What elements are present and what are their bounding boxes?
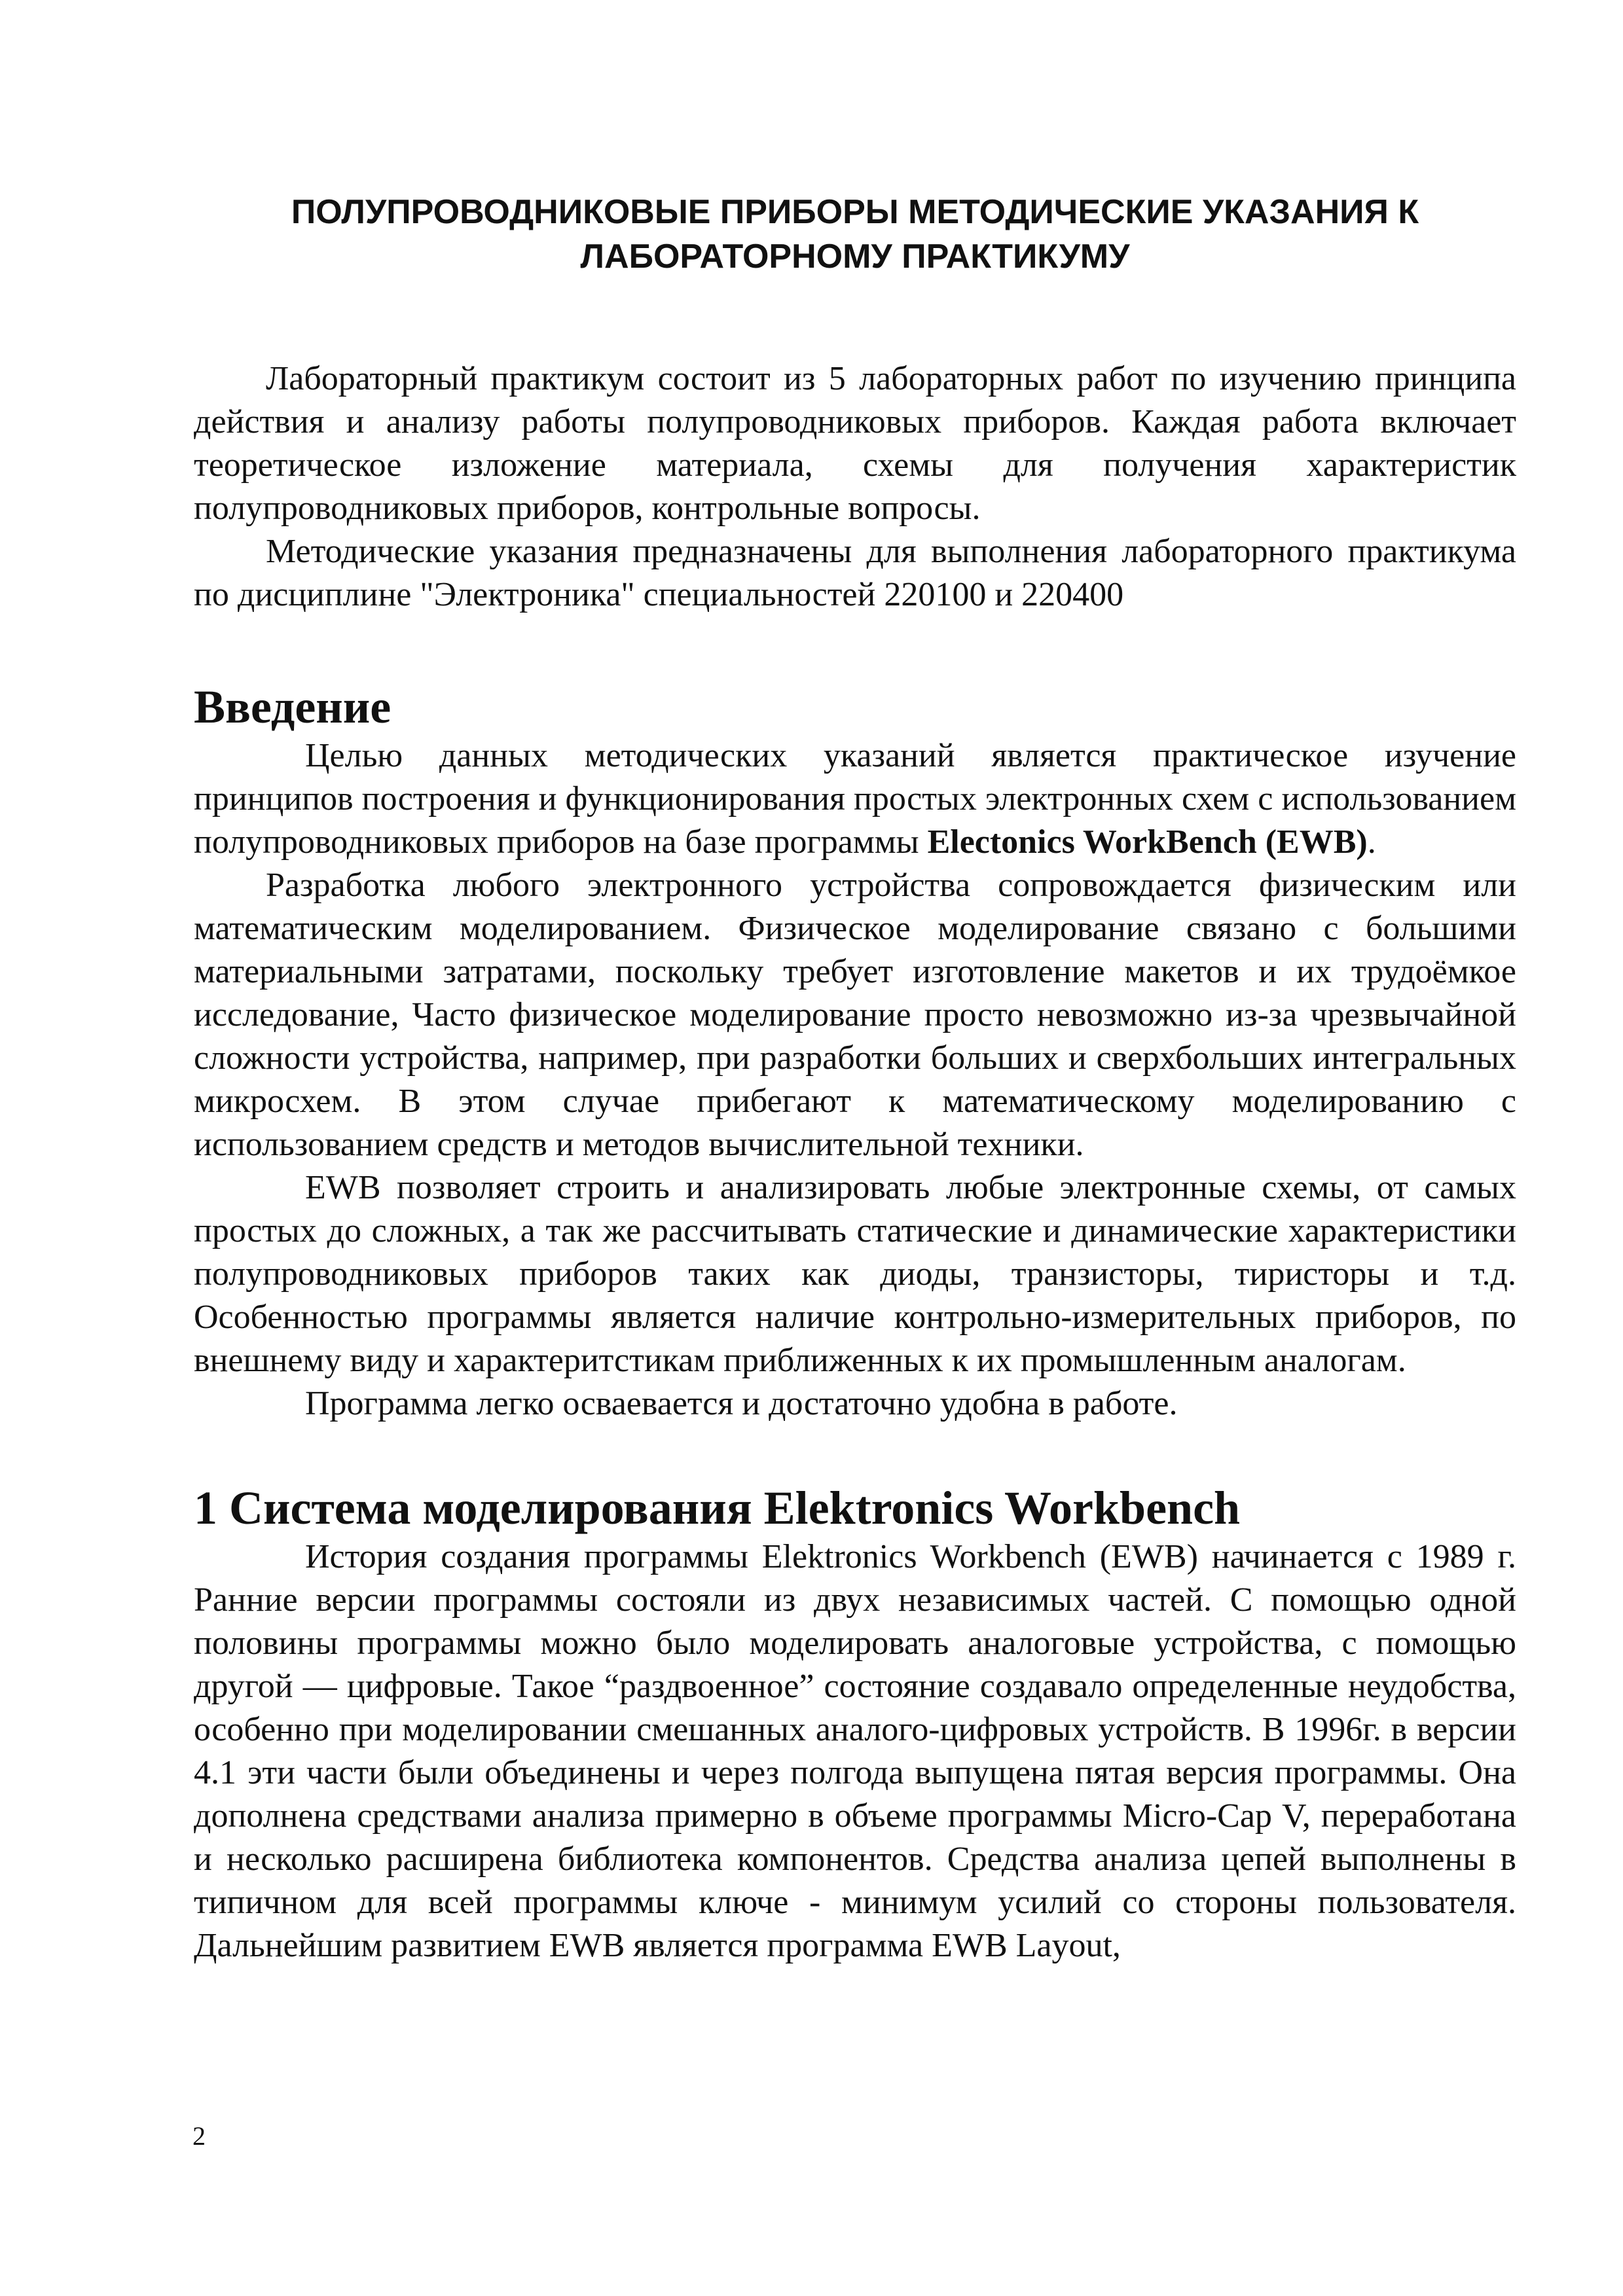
document-page [194,190,1516,1967]
intro-paragraph-4: Программа легко осваевается и достаточно удобна в работе. [305,1385,1178,1422]
section1-paragraph-1: История создания программы Elektronics Workbench (EWB) начинается с 1989 г. Ранние версии программы состояли из двух независимых частей. С помощью одной половины программы можно было моделировать аналоговые устройства, с помощью другой — цифровые. Такое “раздвоенное” состояние создавало определенные неудобства, особенно при моделировании смешанных аналого-цифровых устройств. В 1996г. в версии 4.1 эти части были объединены и через полгода выпущена пятая версия программы. Она дополнена средствами анализа примерно в объеме программы Micro-Cap V, переработана и несколько расширена библиотека компонентов. Средства анализа цепей выполнены в типичном для всей программы ключе - минимум усилий со стороны пользователя. Дальнейшим развитием EWB является программа EWB Layout, [194,1538,1516,1964]
abstract-paragraph-2: Методические указания предназначены для выполнения лабораторного практикума по дисциплине "Электроника" специальностей 220100 и 220400 [194,533,1516,613]
section1-heading: 1 Система моделирования Elektronics Workbench [194,1482,1241,1534]
document-title: ПОЛУПРОВОДНИКОВЫЕ ПРИБОРЫ МЕТОДИЧЕСКИЕ УКАЗАНИЯ К ЛАБОРАТОРНОМУ ПРАКТИКУМУ [291,193,1419,276]
program-name-bold: Electonics WorkBench (EWB) [927,823,1368,861]
intro-paragraph-1-text: Целью данных методических указаний является практическое изучение принципов построения и функционирования простых электронных схем с использованием полупроводниковых приборов на базе программы [194,737,1516,861]
intro-paragraph-1 [194,734,1516,864]
intro-paragraph-3: EWB позволяет строить и анализировать любые электронные схемы, от самых простых до сложных, а так же рассчитывать статические и динамические характеристики полупроводниковых приборов таких как диоды, транзисторы, тиристоры и т.д. Особенностью программы является наличие контрольно-измерительных приборов, по внешнему виду и характеритстикам приближенных к их промышленным аналогам. [194,1169,1516,1379]
intro-paragraph-2: Разработка любого электронного устройства сопровождается физическим или математическим моделированием. Физическое моделирование связано с большими материальными затратами, поскольку требует изготовление макетов и их трудоёмкое исследование, Часто физическое моделирование просто невозможно из-за чрезвычайной сложности устройства, например, при разработки больших и сверхбольших интегральных микросхем. В этом случае прибегают к математическому моделированию с использованием средств и методов вычислительной техники. [194,867,1516,1163]
intro-paragraph-1-end: . [1367,823,1376,861]
intro-heading: Введение [194,681,392,733]
page-number: 2 [192,2121,206,2151]
abstract-paragraph-1: Лабораторный практикум состоит из 5 лабораторных работ по изучению принципа действия и анализу работы полупроводниковых приборов. Каждая работа включает теоретическое изложение материала, схемы для получения характеристик полупроводниковых приборов, контрольные вопросы. [194,360,1516,527]
